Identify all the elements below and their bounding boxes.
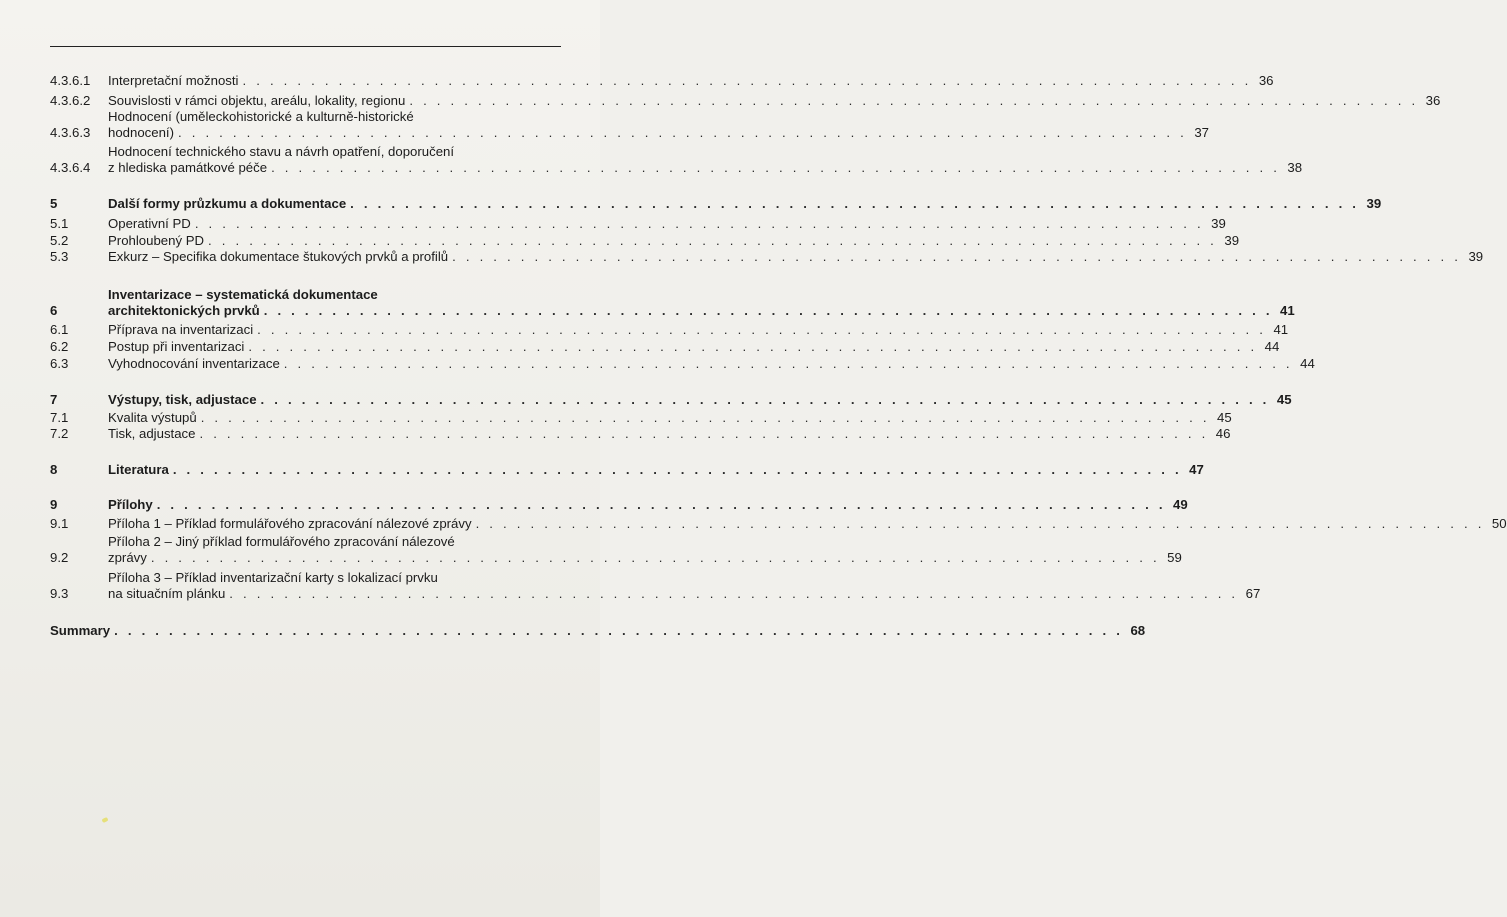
toc-entry-page-number: 59 [1167, 550, 1182, 565]
toc-entry-title: architektonických prvků [108, 303, 260, 318]
toc-entry-number: 9.1 [50, 516, 69, 531]
toc-entry-number: 9.2 [50, 550, 69, 565]
toc-entry-number: 5.1 [50, 216, 69, 231]
toc-entry-number: 5.3 [50, 249, 69, 264]
toc-entry[interactable] [50, 339, 1280, 355]
leader-dots [201, 410, 1210, 426]
leader-dots [452, 249, 1461, 265]
toc-entry-title: z hlediska památkové péče [108, 160, 268, 175]
leader-dots [199, 426, 1208, 442]
toc-entry-title: Příprava na inventarizaci [108, 322, 254, 337]
toc-entry[interactable] [50, 216, 1226, 232]
leader-dots [195, 216, 1204, 232]
toc-entry-page-number: 38 [1287, 160, 1303, 175]
leader-dots [173, 462, 1182, 478]
toc-entry-page-number: 46 [1215, 426, 1231, 441]
toc-entry[interactable] [50, 426, 1231, 442]
toc-entry-number: 6.1 [50, 322, 69, 337]
toc-entry-page-number: 44 [1300, 356, 1315, 371]
toc-entry-number: 6.2 [50, 339, 69, 354]
toc-entry-page-number: 50 [1491, 516, 1507, 531]
toc-entry-title: Tisk, adjustace [108, 426, 196, 441]
toc-entry-title: Výstupy, tisk, adjustace [108, 392, 257, 407]
toc-entry-title: Kvalita výstupů [108, 410, 197, 425]
toc-entry[interactable] [50, 233, 1240, 249]
leader-dots [157, 497, 1166, 513]
toc-entry-page-number: 67 [1245, 586, 1261, 601]
toc-entry-page-number: 39 [1224, 233, 1240, 248]
leader-dots [264, 303, 1273, 319]
toc-entry-title: Hodnocení technického stavu a návrh opatření, doporučení [108, 144, 455, 159]
toc-entry-title: Hodnocení (uměleckohistorické a kulturně-historické [108, 109, 414, 124]
toc-entry-page-number: 39 [1468, 249, 1484, 264]
toc-entry-page-number: 36 [1425, 93, 1441, 108]
leader-dots [151, 550, 1160, 566]
toc-entry-title: na situačním plánku [108, 586, 226, 601]
toc-entry-title: zprávy [108, 550, 147, 565]
leader-dots [409, 93, 1418, 109]
leader-dots [242, 73, 1251, 89]
toc-entry-number: Summary [50, 623, 111, 638]
toc-entry-title: Přílohy [108, 497, 153, 512]
toc-entry-number: 7 [50, 392, 58, 407]
toc-entry-number: 7.2 [50, 426, 69, 441]
toc-entry-page-number: 47 [1189, 462, 1204, 477]
toc-entry-page-number: 68 [1130, 623, 1146, 638]
toc-entry[interactable] [50, 196, 1382, 212]
toc-entry[interactable] [50, 144, 1303, 176]
toc-entry-number: 4.3.6.2 [50, 93, 91, 108]
toc-entry[interactable] [50, 109, 1209, 141]
toc-entry-title: Prohloubený PD [108, 233, 205, 248]
toc-entry-title: Příloha 1 – Příklad formulářového zpracování nálezové zprávy [108, 516, 472, 531]
toc-entry-page-number: 36 [1258, 73, 1274, 88]
toc-entry-page-number: 45 [1217, 410, 1232, 425]
toc-entry-title: hodnocení) [108, 125, 174, 140]
toc-entry-page-number: 39 [1366, 196, 1382, 211]
toc-entry[interactable] [50, 287, 1295, 319]
toc-entry-title: Exkurz – Specifika dokumentace štukových prvků a profilů [108, 249, 449, 264]
toc-entry-number: 6.3 [50, 356, 69, 371]
toc-entry[interactable] [50, 516, 1507, 532]
toc-entry-title: Inventarizace – systematická dokumentace [108, 287, 378, 302]
toc-entry-number: 7.1 [50, 410, 69, 425]
toc-entry[interactable] [50, 392, 1292, 408]
toc-entry[interactable] [50, 462, 1204, 478]
toc-entry[interactable] [50, 249, 1484, 265]
leader-dots [229, 586, 1238, 602]
toc-entry-page-number: 45 [1276, 392, 1292, 407]
toc-entry-number: 4.3.6.4 [50, 160, 91, 175]
toc-entry-title: Další formy průzkumu a dokumentace [108, 196, 347, 211]
toc-entry-page-number: 49 [1173, 497, 1188, 512]
leader-dots [350, 196, 1359, 212]
toc-entry-number: 4.3.6.1 [50, 73, 91, 88]
toc-entry-number: 8 [50, 462, 58, 477]
toc-entry[interactable] [50, 534, 1182, 566]
leader-dots [261, 392, 1270, 408]
toc-entry-number: 5 [50, 196, 58, 211]
toc-entry[interactable] [50, 322, 1289, 338]
toc-entry[interactable] [50, 356, 1315, 372]
toc-entry-number: 5.2 [50, 233, 69, 248]
toc-entry[interactable] [50, 497, 1188, 513]
toc-entry[interactable] [50, 623, 1146, 639]
toc-entry-number: 9.3 [50, 586, 69, 601]
toc-entry-page-number: 37 [1194, 125, 1209, 140]
leader-dots [114, 623, 1123, 639]
toc-entry-page-number: 39 [1211, 216, 1226, 231]
toc-entry[interactable] [50, 93, 1441, 109]
leader-dots [178, 125, 1187, 141]
toc-entry-title: Příloha 2 – Jiný příklad formulářového zpracování nálezové [108, 534, 455, 549]
toc-entry-title: Příloha 3 – Příklad inventarizační karty s lokalizací prvku [108, 570, 438, 585]
toc-entry-page-number: 41 [1273, 322, 1289, 337]
toc-entry-page-number: 41 [1280, 303, 1295, 318]
leader-dots [208, 233, 1217, 249]
toc-entry[interactable] [50, 73, 1274, 89]
leader-dots [284, 356, 1293, 372]
toc-entry-title: Operativní PD [108, 216, 191, 231]
toc-entry-title: Literatura [108, 462, 169, 477]
leader-dots [476, 516, 1485, 532]
leader-dots [271, 160, 1280, 176]
toc-entry[interactable] [50, 410, 1232, 426]
toc-entry-page-number: 44 [1264, 339, 1280, 354]
toc-entry-title: Postup při inventarizaci [108, 339, 245, 354]
header-rule [50, 46, 561, 47]
toc-entry-number: 4.3.6.3 [50, 125, 91, 140]
leader-dots [257, 322, 1266, 338]
toc-entry-number: 9 [50, 497, 58, 512]
toc-entry-title: Souvislosti v rámci objektu, areálu, lokality, regionu [108, 93, 406, 108]
toc-entry[interactable] [50, 570, 1261, 602]
toc-entry-number: 6 [50, 303, 58, 318]
toc-entry-title: Interpretační možnosti [108, 73, 239, 88]
leader-dots [248, 339, 1257, 355]
highlighter-mark [101, 817, 108, 823]
toc-entry-title: Vyhodnocování inventarizace [108, 356, 280, 371]
